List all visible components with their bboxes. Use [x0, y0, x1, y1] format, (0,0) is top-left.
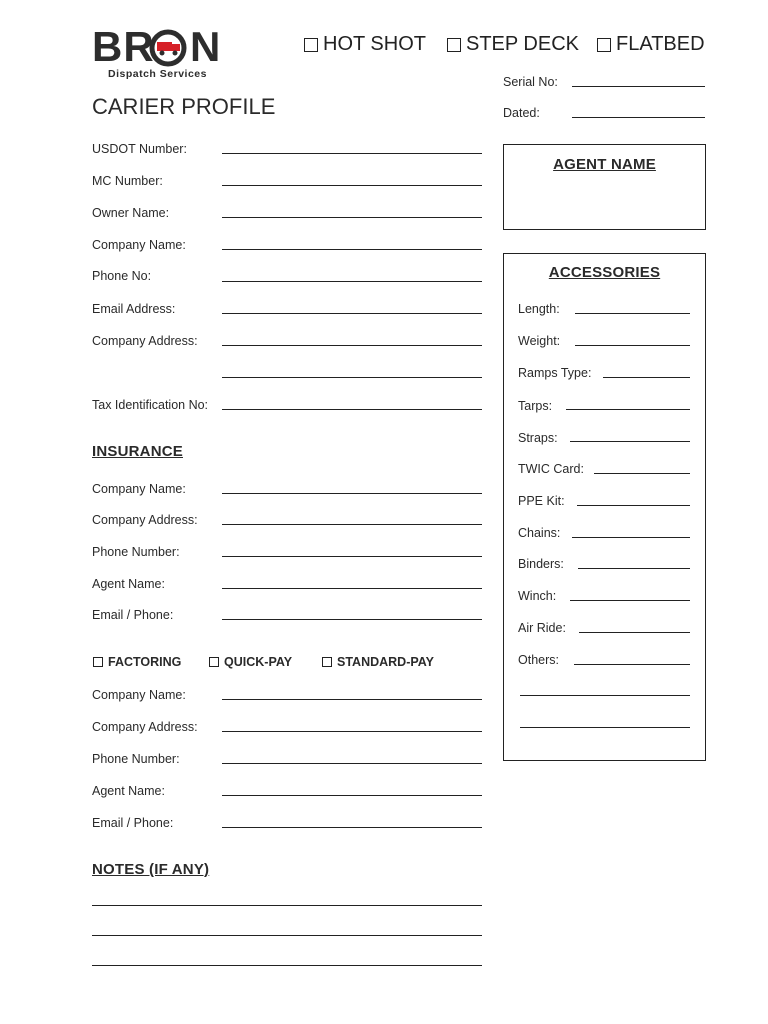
factoring-email-phone-field[interactable] [222, 827, 482, 828]
insurance-email-phone-field[interactable] [222, 619, 482, 620]
truck-emblem-icon [148, 28, 188, 68]
accessories-heading: ACCESSORIES [548, 264, 661, 281]
checkbox-box[interactable] [209, 657, 219, 667]
air-ride-field[interactable] [579, 632, 690, 633]
ppe-kit-field[interactable] [577, 505, 690, 506]
length-label: Length: [518, 302, 560, 316]
factoring-company-address-field[interactable] [222, 731, 482, 732]
straps-field[interactable] [570, 441, 690, 442]
others-field-line3[interactable] [520, 727, 690, 728]
checkbox-label: FLATBED [616, 33, 705, 55]
insurance-company-address-label: Company Address: [92, 513, 198, 527]
step-deck-checkbox[interactable] [447, 33, 579, 56]
checkbox-label: FACTORING [108, 655, 182, 669]
checkbox-label: STEP DECK [466, 33, 579, 55]
company-name-field[interactable] [222, 249, 482, 250]
insurance-phone-field[interactable] [222, 556, 482, 557]
tarps-label: Tarps: [518, 399, 553, 413]
flatbed-checkbox[interactable] [597, 33, 705, 56]
chains-label: Chains: [518, 526, 561, 540]
factoring-email-phone-label: Email / Phone: [92, 816, 174, 830]
weight-field[interactable] [575, 345, 690, 346]
insurance-phone-label: Phone Number: [92, 545, 180, 559]
phone-label: Phone No: [92, 269, 152, 283]
insurance-company-name-field[interactable] [222, 493, 482, 494]
insurance-heading: INSURANCE [92, 443, 183, 460]
page-title: CARIER PROFILE [92, 94, 276, 119]
twic-card-field[interactable] [594, 473, 690, 474]
ramps-type-field[interactable] [603, 377, 690, 378]
factoring-company-name-field[interactable] [222, 699, 482, 700]
checkbox-label: HOT SHOT [323, 33, 426, 55]
factoring-agent-name-field[interactable] [222, 795, 482, 796]
company-name-label: Company Name: [92, 238, 186, 252]
winch-field[interactable] [570, 600, 690, 601]
notes-line[interactable] [92, 965, 482, 966]
others-field-line2[interactable] [520, 695, 690, 696]
hot-shot-checkbox[interactable] [304, 33, 426, 56]
logo-letters-right: N [190, 23, 222, 70]
factoring-phone-field[interactable] [222, 763, 482, 764]
insurance-company-address-field[interactable] [222, 524, 482, 525]
factoring-checkbox[interactable] [93, 655, 181, 669]
twic-card-label: TWIC Card: [518, 462, 584, 476]
owner-name-field[interactable] [222, 217, 482, 218]
usdot-label: USDOT Number: [92, 142, 187, 156]
length-field[interactable] [575, 313, 690, 314]
dated-field[interactable] [572, 117, 705, 118]
insurance-agent-name-field[interactable] [222, 588, 482, 589]
checkbox-box[interactable] [93, 657, 103, 667]
serial-label: Serial No: [503, 75, 558, 89]
standard-pay-checkbox[interactable] [322, 655, 434, 669]
notes-line[interactable] [92, 935, 482, 936]
checkbox-box[interactable] [304, 38, 318, 52]
notes-heading: NOTES (IF ANY) [92, 861, 210, 878]
logo-letters-left: BR [92, 23, 155, 70]
serial-field[interactable] [572, 86, 705, 87]
straps-label: Straps: [518, 431, 558, 445]
others-field[interactable] [574, 664, 690, 665]
insurance-email-phone-label: Email / Phone: [92, 608, 174, 622]
factoring-company-address-label: Company Address: [92, 720, 198, 734]
tax-id-label: Tax Identification No: [92, 398, 209, 412]
checkbox-box[interactable] [322, 657, 332, 667]
winch-label: Winch: [518, 589, 557, 603]
phone-field[interactable] [222, 281, 482, 282]
ppe-kit-label: PPE Kit: [518, 494, 565, 508]
insurance-company-name-label: Company Name: [92, 482, 186, 496]
weight-label: Weight: [518, 334, 561, 348]
air-ride-label: Air Ride: [518, 621, 566, 635]
agent-name-heading: AGENT NAME [553, 156, 656, 173]
checkbox-label: STANDARD-PAY [337, 655, 434, 669]
tarps-field[interactable] [566, 409, 690, 410]
insurance-agent-name-label: Agent Name: [92, 577, 165, 591]
factoring-company-name-label: Company Name: [92, 688, 186, 702]
checkbox-label: QUICK-PAY [224, 655, 293, 669]
mc-number-field[interactable] [222, 185, 482, 186]
binders-field[interactable] [578, 568, 690, 569]
ramps-type-label: Ramps Type: [518, 366, 592, 380]
company-logo [92, 23, 232, 82]
factoring-agent-name-label: Agent Name: [92, 784, 165, 798]
tax-id-field[interactable] [222, 409, 482, 410]
dated-label: Dated: [503, 106, 540, 120]
usdot-field[interactable] [222, 153, 482, 154]
notes-line[interactable] [92, 905, 482, 906]
email-label: Email Address: [92, 302, 176, 316]
email-field[interactable] [222, 313, 482, 314]
quick-pay-checkbox[interactable] [209, 655, 292, 669]
checkbox-box[interactable] [447, 38, 461, 52]
checkbox-box[interactable] [597, 38, 611, 52]
mc-number-label: MC Number: [92, 174, 163, 188]
agent-name-box[interactable] [503, 144, 706, 230]
binders-label: Binders: [518, 557, 564, 571]
company-address-label: Company Address: [92, 334, 198, 348]
chains-field[interactable] [572, 537, 690, 538]
company-address-field-line2[interactable] [222, 377, 482, 378]
owner-name-label: Owner Name: [92, 206, 170, 220]
company-address-field[interactable] [222, 345, 482, 346]
factoring-phone-label: Phone Number: [92, 752, 180, 766]
others-label: Others: [518, 653, 559, 667]
logo-tagline: Dispatch Services [108, 68, 207, 80]
